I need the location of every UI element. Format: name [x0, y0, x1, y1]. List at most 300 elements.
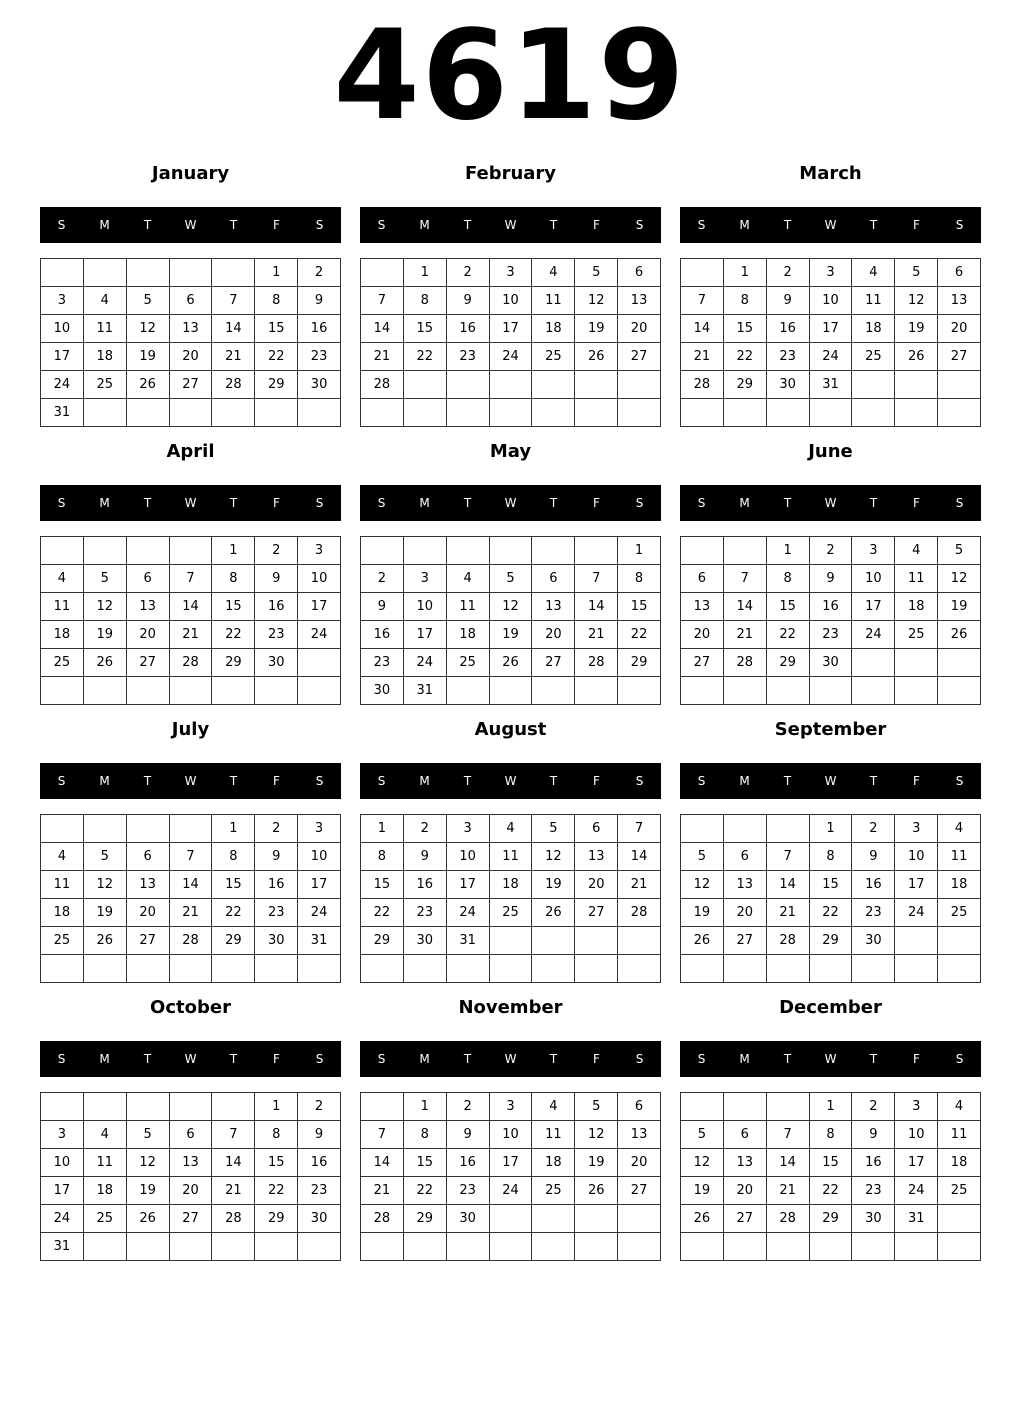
day-cell: 10 — [490, 287, 533, 315]
day-cell: 7 — [212, 1121, 255, 1149]
day-cell: 11 — [895, 565, 938, 593]
day-cell: 11 — [41, 871, 84, 899]
day-cell: 3 — [41, 1121, 84, 1149]
weekday-label: F — [593, 218, 600, 232]
day-cell: 9 — [852, 1121, 895, 1149]
day-cell: 30 — [298, 371, 341, 399]
weekday-label: S — [635, 218, 644, 232]
month-title: May — [489, 441, 532, 462]
day-cell: 30 — [255, 927, 298, 955]
day-cell: 8 — [404, 287, 447, 315]
empty-cell — [170, 677, 213, 705]
weekday-label: S — [377, 1052, 386, 1066]
weekday-header — [40, 763, 341, 799]
day-cell: 18 — [895, 593, 938, 621]
empty-cell — [298, 1233, 341, 1261]
empty-cell — [170, 1233, 213, 1261]
weekday-label: S — [697, 1052, 706, 1066]
empty-cell — [895, 1233, 938, 1261]
day-cell: 30 — [298, 1205, 341, 1233]
weekday-label: F — [913, 1052, 920, 1066]
day-cell: 4 — [895, 537, 938, 565]
day-cell: 28 — [681, 371, 724, 399]
day-cell: 12 — [84, 593, 127, 621]
empty-cell — [852, 677, 895, 705]
day-cell: 19 — [681, 899, 724, 927]
day-cell: 20 — [170, 1177, 213, 1205]
weekday-label: T — [783, 774, 792, 788]
day-cell: 6 — [575, 815, 618, 843]
empty-cell — [681, 399, 724, 427]
day-cell: 3 — [490, 259, 533, 287]
day-cell: 9 — [361, 593, 404, 621]
empty-cell — [810, 955, 853, 983]
empty-cell — [532, 677, 575, 705]
empty-cell — [575, 399, 618, 427]
day-cell: 16 — [767, 315, 810, 343]
day-cell: 7 — [170, 565, 213, 593]
day-cell: 29 — [724, 371, 767, 399]
day-cell: 2 — [298, 1093, 341, 1121]
day-cell: 22 — [255, 343, 298, 371]
day-cell: 3 — [490, 1093, 533, 1121]
day-cell: 11 — [938, 843, 981, 871]
day-cell: 4 — [84, 287, 127, 315]
day-cell: 25 — [84, 371, 127, 399]
empty-cell — [724, 815, 767, 843]
day-cell: 24 — [490, 343, 533, 371]
day-cell: 20 — [618, 1149, 661, 1177]
day-cell: 5 — [575, 1093, 618, 1121]
day-cell: 19 — [532, 871, 575, 899]
day-cell: 21 — [170, 621, 213, 649]
day-cell: 14 — [361, 315, 404, 343]
day-cell: 26 — [681, 1205, 724, 1233]
year-title: 4619 — [333, 4, 687, 148]
empty-cell — [575, 537, 618, 565]
day-cell: 27 — [575, 899, 618, 927]
empty-cell — [490, 927, 533, 955]
day-cell: 23 — [404, 899, 447, 927]
day-cell: 20 — [938, 315, 981, 343]
day-cell: 1 — [404, 1093, 447, 1121]
day-cell: 15 — [404, 315, 447, 343]
day-cell: 11 — [84, 315, 127, 343]
day-grid — [40, 814, 341, 983]
empty-cell — [938, 677, 981, 705]
day-cell: 1 — [810, 1093, 853, 1121]
day-cell: 16 — [255, 593, 298, 621]
empty-cell — [852, 371, 895, 399]
day-cell: 2 — [404, 815, 447, 843]
weekday-label: S — [57, 774, 66, 788]
day-cell: 6 — [724, 1121, 767, 1149]
day-cell: 19 — [938, 593, 981, 621]
day-cell: 29 — [255, 371, 298, 399]
day-cell: 15 — [810, 1149, 853, 1177]
day-cell: 6 — [724, 843, 767, 871]
day-cell: 21 — [767, 1177, 810, 1205]
day-cell: 18 — [41, 899, 84, 927]
weekday-header — [360, 485, 661, 521]
empty-cell — [938, 399, 981, 427]
weekday-label: S — [955, 218, 964, 232]
day-cell: 31 — [298, 927, 341, 955]
empty-cell — [532, 1233, 575, 1261]
empty-cell — [575, 955, 618, 983]
empty-cell — [84, 537, 127, 565]
empty-cell — [852, 1233, 895, 1261]
day-cell: 2 — [767, 259, 810, 287]
day-cell: 10 — [852, 565, 895, 593]
day-cell: 17 — [810, 315, 853, 343]
day-cell: 23 — [298, 1177, 341, 1205]
day-cell: 21 — [618, 871, 661, 899]
day-cell: 21 — [361, 1177, 404, 1205]
day-cell: 8 — [212, 843, 255, 871]
weekday-label: F — [273, 218, 280, 232]
empty-cell — [618, 677, 661, 705]
day-cell: 31 — [895, 1205, 938, 1233]
day-cell: 29 — [810, 927, 853, 955]
empty-cell — [447, 537, 490, 565]
empty-cell — [681, 1233, 724, 1261]
day-cell: 24 — [41, 1205, 84, 1233]
day-cell: 25 — [447, 649, 490, 677]
empty-cell — [255, 677, 298, 705]
day-cell: 18 — [84, 1177, 127, 1205]
weekday-label: M — [739, 496, 750, 510]
day-cell: 2 — [852, 1093, 895, 1121]
empty-cell — [298, 649, 341, 677]
empty-cell — [255, 1233, 298, 1261]
empty-cell — [41, 815, 84, 843]
empty-cell — [212, 259, 255, 287]
weekday-label: S — [697, 218, 706, 232]
empty-cell — [767, 1233, 810, 1261]
day-cell: 23 — [852, 899, 895, 927]
weekday-label: W — [504, 774, 517, 788]
day-cell: 16 — [852, 1149, 895, 1177]
day-cell: 13 — [938, 287, 981, 315]
empty-cell — [84, 815, 127, 843]
day-cell: 14 — [724, 593, 767, 621]
day-cell: 10 — [447, 843, 490, 871]
empty-cell — [447, 1233, 490, 1261]
weekday-header — [360, 207, 661, 243]
day-cell: 27 — [618, 343, 661, 371]
day-grid — [680, 258, 981, 427]
empty-cell — [532, 955, 575, 983]
day-cell: 1 — [212, 815, 255, 843]
weekday-label: S — [57, 218, 66, 232]
weekday-label: S — [315, 218, 324, 232]
empty-cell — [404, 371, 447, 399]
empty-cell — [361, 1093, 404, 1121]
day-cell: 18 — [490, 871, 533, 899]
day-cell: 5 — [84, 843, 127, 871]
weekday-label: S — [315, 496, 324, 510]
day-cell: 6 — [618, 259, 661, 287]
day-cell: 2 — [447, 1093, 490, 1121]
weekday-header — [40, 485, 341, 521]
day-cell: 30 — [767, 371, 810, 399]
day-cell: 4 — [532, 1093, 575, 1121]
day-cell: 12 — [575, 287, 618, 315]
day-cell: 28 — [361, 371, 404, 399]
day-cell: 5 — [532, 815, 575, 843]
weekday-label: W — [504, 496, 517, 510]
day-cell: 14 — [212, 1149, 255, 1177]
day-cell: 3 — [895, 1093, 938, 1121]
day-cell: 7 — [361, 287, 404, 315]
day-cell: 7 — [767, 843, 810, 871]
empty-cell — [575, 1205, 618, 1233]
day-cell: 25 — [938, 899, 981, 927]
weekday-label: T — [549, 218, 558, 232]
day-cell: 6 — [938, 259, 981, 287]
day-cell: 26 — [895, 343, 938, 371]
weekday-label: F — [913, 774, 920, 788]
day-cell: 6 — [532, 565, 575, 593]
day-cell: 31 — [447, 927, 490, 955]
empty-cell — [127, 815, 170, 843]
weekday-label: M — [419, 774, 430, 788]
weekday-label: T — [869, 1052, 878, 1066]
month-title: April — [166, 441, 215, 462]
empty-cell — [767, 399, 810, 427]
day-cell: 29 — [212, 649, 255, 677]
day-cell: 21 — [170, 899, 213, 927]
day-cell: 10 — [404, 593, 447, 621]
day-cell: 15 — [361, 871, 404, 899]
weekday-label: W — [504, 218, 517, 232]
day-cell: 2 — [447, 259, 490, 287]
day-cell: 27 — [170, 371, 213, 399]
month-title: January — [151, 163, 230, 184]
empty-cell — [724, 537, 767, 565]
day-cell: 7 — [575, 565, 618, 593]
empty-cell — [575, 927, 618, 955]
weekday-label: M — [99, 774, 110, 788]
day-cell: 19 — [895, 315, 938, 343]
day-cell: 7 — [681, 287, 724, 315]
day-cell: 24 — [404, 649, 447, 677]
day-cell: 16 — [298, 315, 341, 343]
day-cell: 26 — [575, 343, 618, 371]
empty-cell — [618, 399, 661, 427]
empty-cell — [490, 1233, 533, 1261]
weekday-label: W — [824, 774, 837, 788]
day-cell: 26 — [127, 1205, 170, 1233]
empty-cell — [895, 677, 938, 705]
day-cell: 20 — [127, 621, 170, 649]
weekday-label: S — [697, 774, 706, 788]
weekday-header — [680, 485, 981, 521]
day-cell: 20 — [575, 871, 618, 899]
day-cell: 1 — [810, 815, 853, 843]
empty-cell — [361, 537, 404, 565]
empty-cell — [681, 955, 724, 983]
weekday-label: F — [913, 218, 920, 232]
day-cell: 27 — [532, 649, 575, 677]
day-cell: 25 — [938, 1177, 981, 1205]
weekday-label: T — [783, 1052, 792, 1066]
empty-cell — [575, 677, 618, 705]
day-cell: 8 — [810, 1121, 853, 1149]
day-cell: 30 — [255, 649, 298, 677]
day-cell: 10 — [41, 315, 84, 343]
day-cell: 12 — [127, 1149, 170, 1177]
day-cell: 4 — [532, 259, 575, 287]
day-cell: 8 — [255, 287, 298, 315]
weekday-label: T — [869, 218, 878, 232]
empty-cell — [724, 1093, 767, 1121]
empty-cell — [618, 1205, 661, 1233]
empty-cell — [84, 1093, 127, 1121]
day-grid — [680, 536, 981, 705]
day-cell: 27 — [681, 649, 724, 677]
day-cell: 30 — [852, 1205, 895, 1233]
weekday-label: S — [635, 1052, 644, 1066]
day-grid — [360, 814, 661, 983]
weekday-label: T — [783, 218, 792, 232]
day-cell: 24 — [41, 371, 84, 399]
day-cell: 28 — [212, 1205, 255, 1233]
day-cell: 6 — [618, 1093, 661, 1121]
day-cell: 20 — [127, 899, 170, 927]
day-cell: 1 — [212, 537, 255, 565]
day-cell: 22 — [361, 899, 404, 927]
empty-cell — [212, 955, 255, 983]
day-cell: 21 — [361, 343, 404, 371]
weekday-label: W — [184, 774, 197, 788]
day-cell: 21 — [724, 621, 767, 649]
day-cell: 14 — [575, 593, 618, 621]
empty-cell — [767, 815, 810, 843]
day-cell: 15 — [618, 593, 661, 621]
weekday-label: M — [419, 218, 430, 232]
day-cell: 11 — [852, 287, 895, 315]
day-cell: 20 — [724, 1177, 767, 1205]
empty-cell — [447, 399, 490, 427]
empty-cell — [724, 955, 767, 983]
day-cell: 12 — [575, 1121, 618, 1149]
day-cell: 16 — [404, 871, 447, 899]
day-cell: 4 — [938, 1093, 981, 1121]
empty-cell — [361, 955, 404, 983]
day-cell: 22 — [618, 621, 661, 649]
day-cell: 5 — [127, 287, 170, 315]
day-cell: 1 — [767, 537, 810, 565]
day-cell: 26 — [84, 649, 127, 677]
weekday-label: M — [419, 1052, 430, 1066]
day-cell: 17 — [447, 871, 490, 899]
empty-cell — [255, 399, 298, 427]
weekday-label: F — [593, 774, 600, 788]
day-cell: 29 — [212, 927, 255, 955]
day-cell: 30 — [852, 927, 895, 955]
weekday-label: F — [273, 496, 280, 510]
weekday-label: T — [229, 774, 238, 788]
day-cell: 22 — [255, 1177, 298, 1205]
day-cell: 14 — [170, 871, 213, 899]
day-cell: 15 — [724, 315, 767, 343]
day-cell: 13 — [170, 315, 213, 343]
day-cell: 30 — [404, 927, 447, 955]
weekday-label: T — [143, 774, 152, 788]
empty-cell — [404, 399, 447, 427]
empty-cell — [767, 677, 810, 705]
day-cell: 16 — [810, 593, 853, 621]
empty-cell — [170, 399, 213, 427]
empty-cell — [938, 927, 981, 955]
weekday-label: S — [315, 1052, 324, 1066]
day-cell: 23 — [447, 1177, 490, 1205]
weekday-label: M — [739, 774, 750, 788]
day-cell: 13 — [724, 871, 767, 899]
day-cell: 11 — [447, 593, 490, 621]
day-cell: 17 — [895, 1149, 938, 1177]
day-cell: 4 — [852, 259, 895, 287]
day-cell: 31 — [810, 371, 853, 399]
weekday-label: F — [913, 496, 920, 510]
month-title: September — [774, 719, 887, 740]
day-grid — [360, 1092, 661, 1261]
weekday-label: M — [739, 1052, 750, 1066]
day-cell: 13 — [618, 287, 661, 315]
day-grid — [40, 1092, 341, 1261]
day-cell: 14 — [767, 1149, 810, 1177]
empty-cell — [767, 955, 810, 983]
day-cell: 4 — [938, 815, 981, 843]
day-cell: 6 — [681, 565, 724, 593]
day-cell: 17 — [490, 1149, 533, 1177]
day-cell: 22 — [212, 899, 255, 927]
empty-cell — [255, 955, 298, 983]
weekday-label: S — [377, 218, 386, 232]
day-cell: 18 — [447, 621, 490, 649]
empty-cell — [212, 399, 255, 427]
weekday-label: F — [593, 1052, 600, 1066]
empty-cell — [852, 955, 895, 983]
day-cell: 29 — [404, 1205, 447, 1233]
day-cell: 4 — [41, 843, 84, 871]
day-cell: 9 — [447, 287, 490, 315]
day-cell: 17 — [895, 871, 938, 899]
day-cell: 16 — [447, 315, 490, 343]
weekday-header — [680, 763, 981, 799]
day-cell: 10 — [41, 1149, 84, 1177]
empty-cell — [170, 537, 213, 565]
empty-cell — [938, 955, 981, 983]
weekday-label: S — [315, 774, 324, 788]
empty-cell — [810, 1233, 853, 1261]
day-cell: 8 — [810, 843, 853, 871]
empty-cell — [490, 371, 533, 399]
day-cell: 5 — [490, 565, 533, 593]
day-cell: 28 — [170, 927, 213, 955]
empty-cell — [447, 677, 490, 705]
weekday-label: T — [229, 218, 238, 232]
day-cell: 1 — [255, 1093, 298, 1121]
day-cell: 9 — [810, 565, 853, 593]
empty-cell — [681, 537, 724, 565]
day-cell: 28 — [767, 927, 810, 955]
day-cell: 2 — [255, 537, 298, 565]
empty-cell — [681, 1093, 724, 1121]
day-cell: 18 — [84, 343, 127, 371]
